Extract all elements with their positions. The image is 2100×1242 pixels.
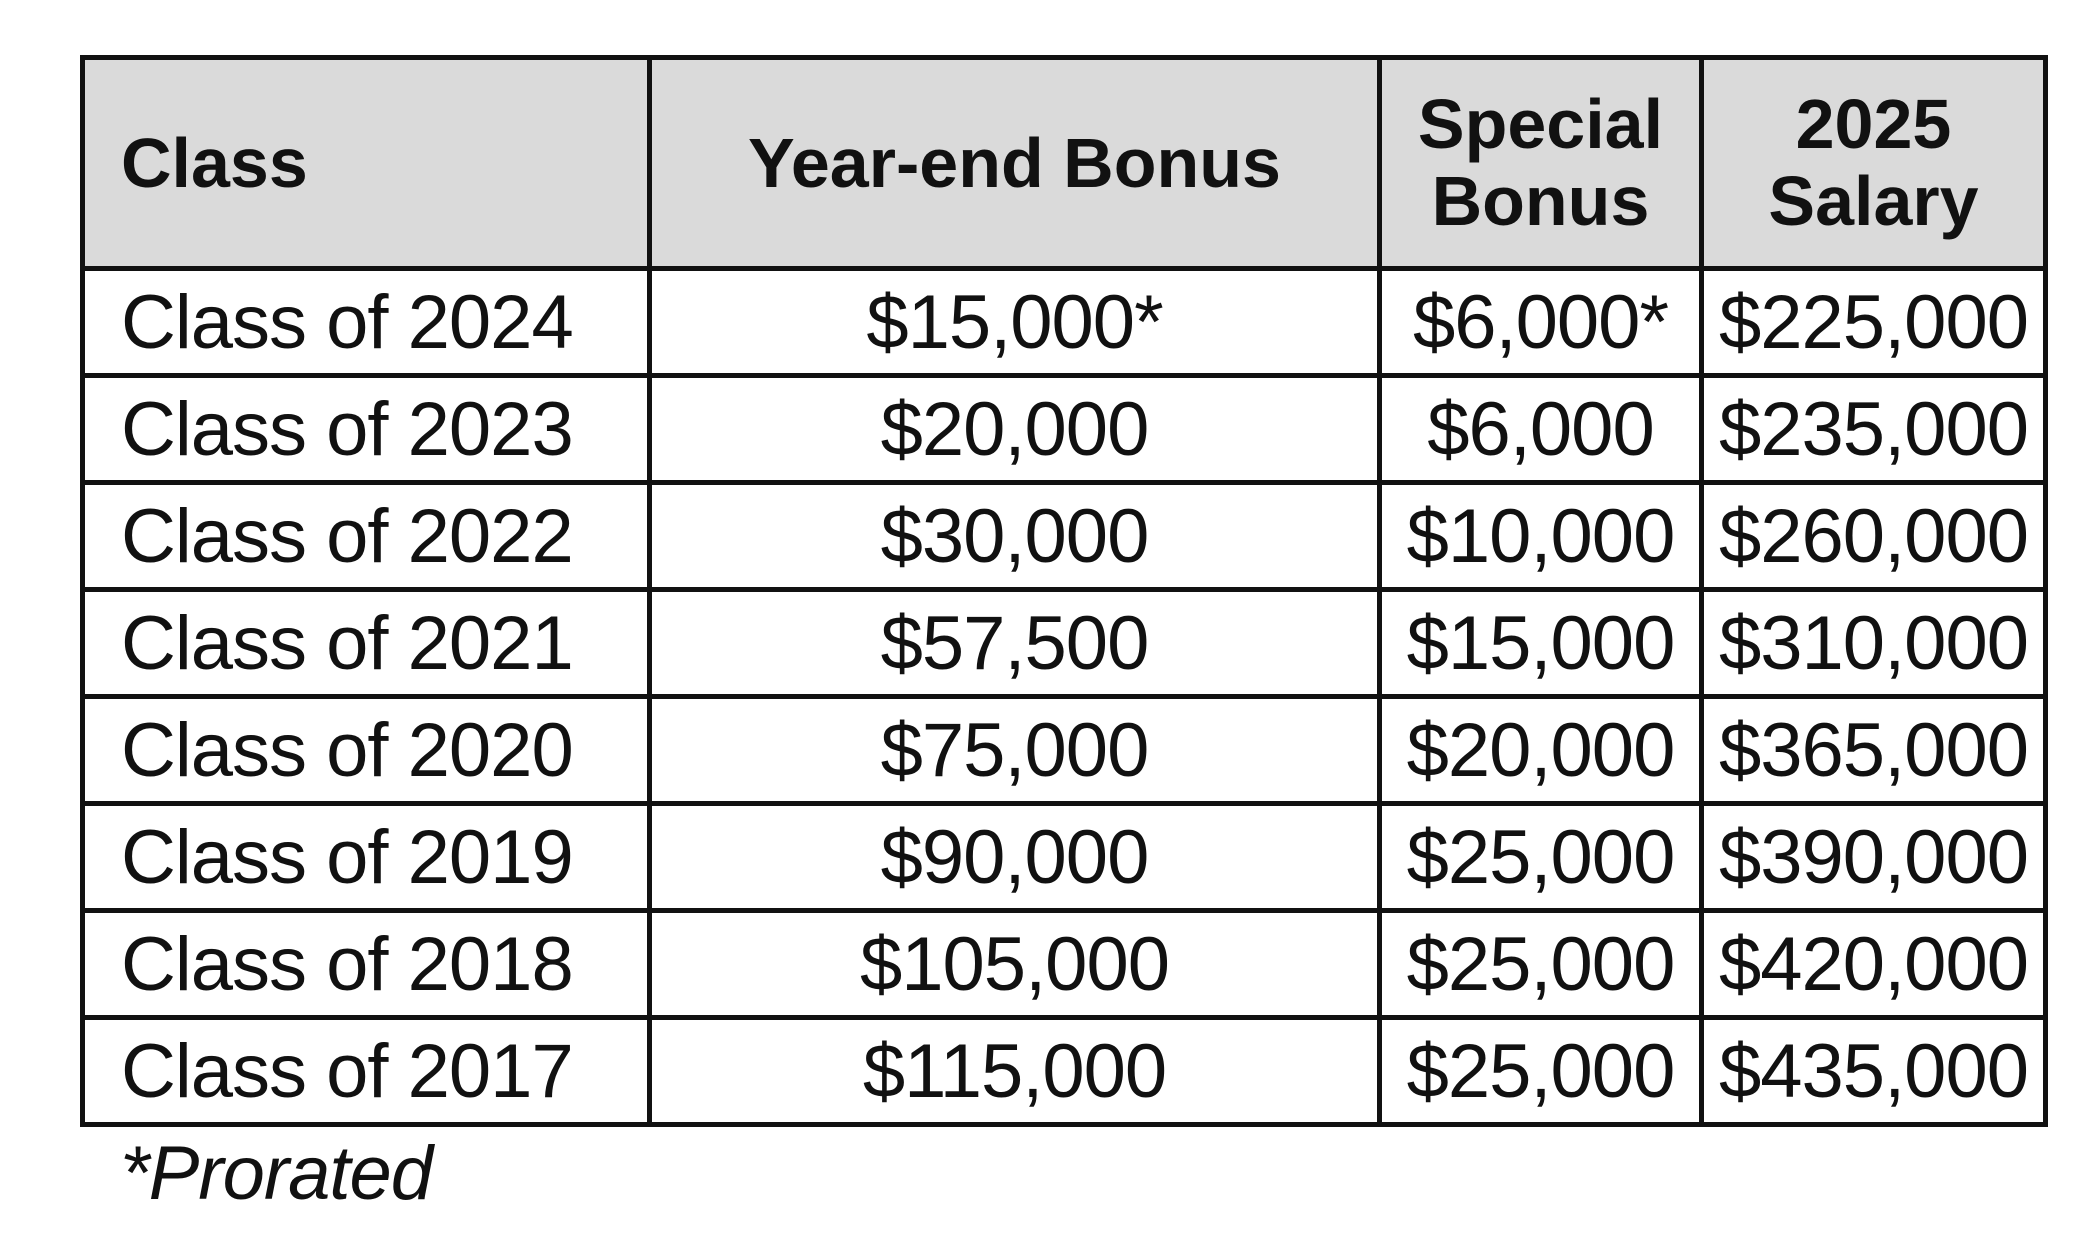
header-class: Class [83,58,650,269]
compensation-table [80,55,2048,1127]
table-row [83,376,2046,483]
cell-year-end-bonus: $15,000* [650,269,1380,376]
table-row [83,911,2046,1018]
cell-year-end-bonus: $75,000 [650,697,1380,804]
header-year-end-bonus: Year-end Bonus [650,58,1380,269]
footnote-prorated: *Prorated [120,1131,433,1216]
cell-special-bonus: $10,000 [1380,483,1702,590]
cell-class: Class of 2023 [83,376,650,483]
cell-salary: $225,000 [1702,269,2046,376]
table-row [83,269,2046,376]
table-row [83,590,2046,697]
table-row [83,697,2046,804]
cell-class: Class of 2018 [83,911,650,1018]
header-special-bonus [1380,58,1702,269]
cell-salary: $310,000 [1702,590,2046,697]
header-salary-line1: 2025 [1795,85,1952,163]
table-row [83,1018,2046,1125]
header-special-bonus-line1: Special [1417,85,1664,163]
header-row [83,58,2046,269]
cell-year-end-bonus: $20,000 [650,376,1380,483]
cell-class: Class of 2022 [83,483,650,590]
table-row [83,804,2046,911]
cell-special-bonus: $6,000* [1380,269,1702,376]
header-salary-line2: Salary [1768,162,1979,240]
cell-special-bonus: $6,000 [1380,376,1702,483]
cell-special-bonus: $25,000 [1380,1018,1702,1125]
cell-special-bonus: $25,000 [1380,911,1702,1018]
cell-salary: $390,000 [1702,804,2046,911]
table-header [83,58,2046,269]
cell-year-end-bonus: $30,000 [650,483,1380,590]
cell-class: Class of 2020 [83,697,650,804]
cell-year-end-bonus: $115,000 [650,1018,1380,1125]
cell-special-bonus: $15,000 [1380,590,1702,697]
cell-special-bonus: $25,000 [1380,804,1702,911]
header-special-bonus-line2: Bonus [1431,162,1650,240]
cell-class: Class of 2024 [83,269,650,376]
cell-salary: $435,000 [1702,1018,2046,1125]
header-salary [1702,58,2046,269]
cell-class: Class of 2017 [83,1018,650,1125]
cell-year-end-bonus: $57,500 [650,590,1380,697]
cell-special-bonus: $20,000 [1380,697,1702,804]
cell-class: Class of 2021 [83,590,650,697]
table-body [83,269,2046,1125]
cell-salary: $260,000 [1702,483,2046,590]
table-row [83,483,2046,590]
cell-salary: $365,000 [1702,697,2046,804]
cell-salary: $420,000 [1702,911,2046,1018]
cell-year-end-bonus: $90,000 [650,804,1380,911]
cell-salary: $235,000 [1702,376,2046,483]
cell-year-end-bonus: $105,000 [650,911,1380,1018]
cell-class: Class of 2019 [83,804,650,911]
